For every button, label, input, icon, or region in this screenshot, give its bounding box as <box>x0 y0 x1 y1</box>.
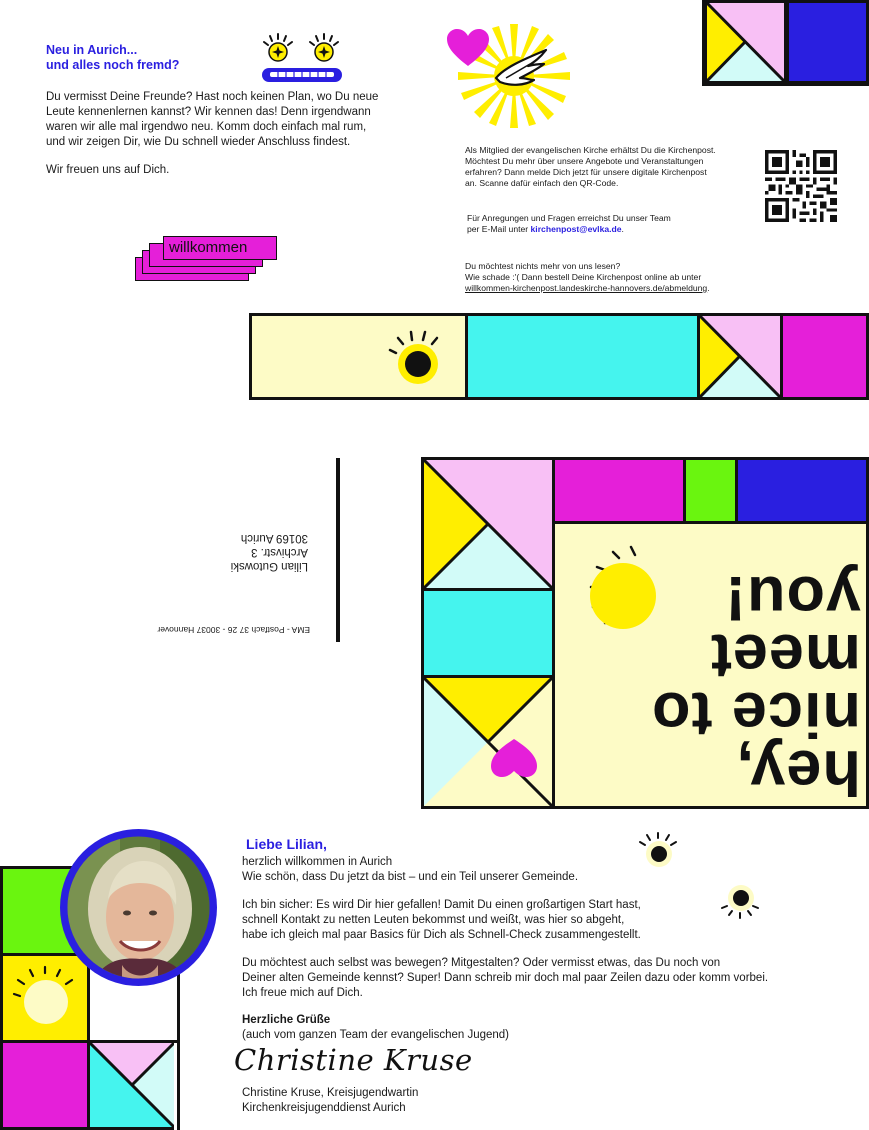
color-strip <box>249 313 869 400</box>
sender-line: EMA - Postfach 37 26 - 30037 Hannover <box>157 625 310 635</box>
willkommen-sticker <box>135 236 285 296</box>
letter-regards: Herzliche Grüße <box>242 1014 331 1026</box>
letter-greeting: Liebe Lilian, <box>246 836 327 852</box>
portrait-photo <box>60 829 217 986</box>
recipient-name: Lilian Gutowski <box>230 560 308 572</box>
headline-line4: you! <box>724 563 861 633</box>
hey-card <box>421 457 869 809</box>
letter-sig-org: Kirchenkreisjugenddienst Aurich <box>242 1102 406 1114</box>
kirchenpost-unsubscribe <box>465 261 785 294</box>
eye-icon <box>384 328 454 388</box>
kirchenpost-info: Als Mitglied der evangelischen Kirche erhältst Du die Kirchenpost. Möchtest Du mehr über unsere Angebote und Veranstaltungen erfahren? Dann melde Dich jetzt für unsere digitale Kirchenpost an. Scanne dafür einfach den QR-Code. <box>465 145 716 188</box>
unsub-suffix: . <box>707 283 710 293</box>
intro-heading <box>46 43 179 73</box>
unsub-line2: Wie schade :'( Dann bestell Deine Kirchenpost online ab unter <box>465 272 702 282</box>
contact-suffix: . <box>621 224 624 234</box>
kirchenpost-contact <box>467 213 767 235</box>
letter-regards-note: (auch vom ganzen Team der evangelischen Jugend) <box>242 1029 510 1041</box>
headline-line2: nice to <box>650 679 861 749</box>
recipient-street: Archivstr. 3 <box>251 546 308 558</box>
contact-prefix: per E-Mail unter <box>467 224 531 234</box>
qr-code-icon[interactable] <box>764 150 838 222</box>
intro-body: Du vermisst Deine Freunde? Hast noch keinen Plan, wo Du neue Leute kennenlernen kannst? Wir kennen das! Denn irgendwann waren wir alle mal irgendwo neu. Komm doch einfach mal rum, und wir zeigen Dir, wie Du schnell wieder Anschluss findest. <box>46 91 379 148</box>
intro-closing: Wir freuen uns auf Dich. <box>46 164 170 176</box>
contact-line1: Für Anregungen und Fragen erreichst Du unser Team <box>467 213 671 223</box>
headline-line3: meet <box>709 621 861 691</box>
heart-icon <box>445 28 491 68</box>
contact-line2 <box>467 224 767 235</box>
smiley-face-icon <box>256 32 348 90</box>
unsub-line1: Du möchtest nichts mehr von uns lesen? <box>465 261 621 271</box>
top-right-tiles <box>702 0 869 86</box>
address-divider <box>336 458 340 642</box>
unsubscribe-link[interactable]: willkommen-kirchenpost.landeskirche-hannovers.de/abmeldung <box>465 283 708 293</box>
unsub-line3 <box>465 283 785 294</box>
letter-para2: Du möchtest auch selbst was bewegen? Mitgestalten? Oder vermisst etwas, das Du noch von Deiner alten Gemeinde kennst? Super! Dann schreib mir doch mal paar Zeilen dazu oder komm vorbei. Ich freue mich auf Dich. <box>242 957 769 999</box>
email-link[interactable]: kirchenpost@evlka.de <box>530 224 622 234</box>
eye-icon <box>636 832 682 868</box>
letter-welcome2: Wie schön, dass Du jetzt da bist – und ein Teil unserer Gemeinde. <box>242 871 579 883</box>
headline-line1: hey, <box>735 737 861 807</box>
address-block <box>140 500 310 635</box>
letter-welcome1: herzlich willkommen in Aurich <box>242 856 393 868</box>
sticker-label: willkommen <box>163 236 277 260</box>
intro-heading-line2: und alles noch fremd? <box>46 58 180 72</box>
letter-para1: Ich bin sicher: Es wird Dir hier gefallen! Damit Du einen großartigen Start hast, schnell Kontakt zu netten Leuten bekommst und weißt, was hier so abgeht, habe ich gleich mal paar Basics für Dich als Schnell-Check zusammengestellt. <box>242 899 641 941</box>
letter-sig-name: Christine Kruse, Kreisjugendwartin <box>242 1087 419 1099</box>
recipient-city: 30169 Aurich <box>240 532 308 544</box>
handwritten-signature: Christine Kruse <box>234 1043 473 1077</box>
hey-headline <box>561 529 861 807</box>
intro-heading-line1: Neu in Aurich... <box>46 43 138 57</box>
